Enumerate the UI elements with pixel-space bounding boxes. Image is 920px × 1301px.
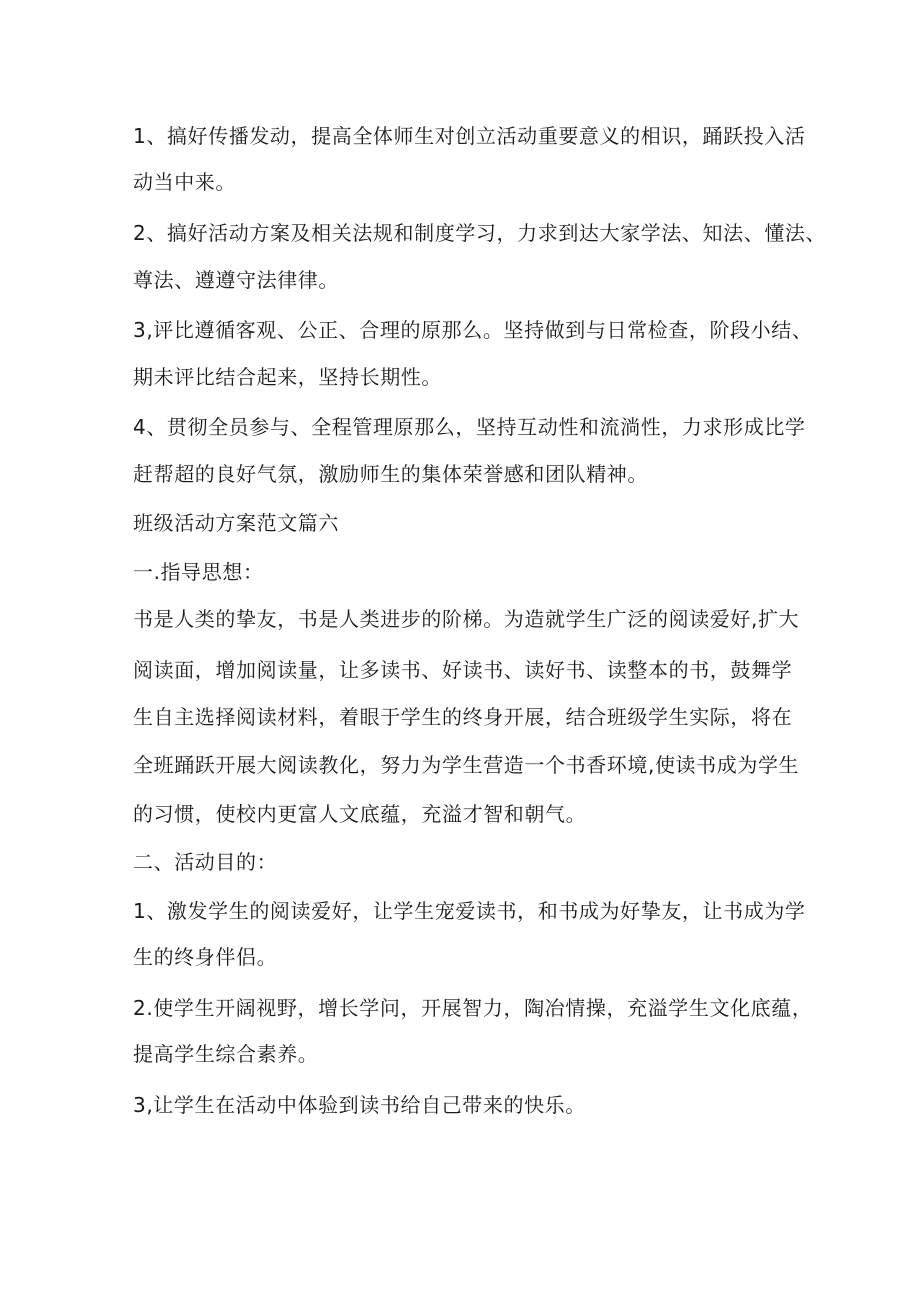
text-line: 2.使学生开阔视野，增长学问，开展智力，陶冶情操，充溢学生文化底蕴， [133,996,813,1020]
text-line: 动当中来。 [133,170,236,194]
text-line: 4、贯彻全员参与、全程管理原那么，坚持互动性和流淌性，力求形成比学 [133,415,806,439]
section-heading: 班级活动方案范文篇六 [133,511,339,535]
text-line: 尊法、遵遵守法律律。 [133,268,339,292]
text-line: 3,评比遵循客观、公正、合理的原那么。坚持做到与日常检查，阶段小结、 [133,318,813,342]
text-line: 1、搞好传播发动，提高全体师生对创立活动重要意义的相识，踊跃投入活 [133,124,806,148]
text-line: 书是人类的挚友，书是人类进步的阶梯。为造就学生广泛的阅读爱好,扩大 [133,607,800,631]
text-line: 期未评比结合起来，坚持长期性。 [133,365,442,389]
section-heading: 二、活动目的： [133,850,278,874]
text-line: 全班踊跃开展大阅读教化，努力为学生营造一个书香环境,使读书成为学生 [133,753,800,777]
text-line: 3,让学生在活动中体验到读书给自己带来的快乐。 [133,1093,586,1117]
text-line: 赶帮超的良好气氛，激励师生的集体荣誉感和团队精神。 [133,462,648,486]
text-line: 提高学生综合素养。 [133,1042,319,1066]
text-line: 生自主选择阅读材料，着眼于学生的终身开展，结合班级学生实际，将在 [133,705,793,729]
text-line: 的习惯，使校内更富人文底蕴，充溢才智和朝气。 [133,802,587,826]
text-line: 生的终身伴侣。 [133,945,278,969]
text-line: 2、搞好活动方案及相关法规和制度学习，力求到达大家学法、知法、懂法、 [133,221,827,245]
section-heading: 一.指导思想： [133,560,264,584]
text-line: 1、激发学生的阅读爱好，让学生宠爱读书，和书成为好挚友，让书成为学 [133,899,806,923]
text-line: 阅读面，增加阅读量，让多读书、好读书、读好书、读整本的书，鼓舞学 [133,658,793,682]
